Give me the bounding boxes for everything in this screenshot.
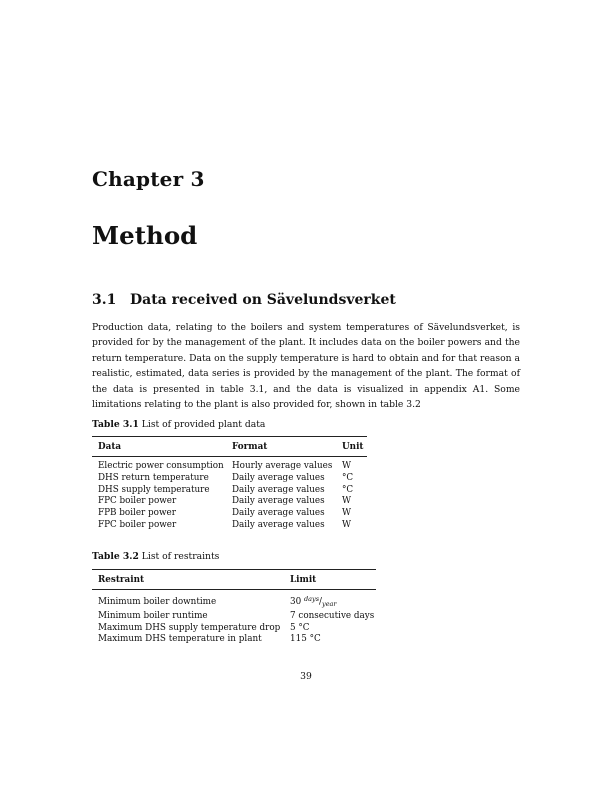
table-cell: Daily average values bbox=[232, 484, 325, 495]
table-cell: Maximum DHS supply temperature drop bbox=[98, 622, 281, 633]
table-row bbox=[92, 485, 367, 497]
table-cell: 115 °C bbox=[290, 634, 321, 645]
table-cell: W bbox=[342, 496, 352, 507]
table-cell: Minimum boiler runtime bbox=[98, 610, 208, 621]
table-cell: 30 $^{days}/_{year}$ bbox=[290, 595, 337, 608]
table-header-row bbox=[92, 437, 367, 457]
table-cell: Maximum DHS temperature in plant bbox=[98, 634, 262, 645]
column-header: Format bbox=[226, 437, 336, 457]
table-row bbox=[92, 634, 376, 646]
section-title: Data received on Sävelundsverket bbox=[130, 292, 396, 308]
table-cell: Minimum boiler downtime bbox=[98, 596, 217, 607]
table-row bbox=[92, 457, 367, 473]
plant-data-table bbox=[92, 436, 367, 532]
body-paragraph: Production data, relating to the boilers and system temperatures of Sävelundsverket, is provided for by the management of the plant. It includes data on the boiler powers and the return temperature. Data on the supply temperature is hard to obtain and for that reason a realistic, estimated, data series is provided by the management of the plant. The format of the data is presented in table 3.1, and the data is visualized in appendix A1. Some limitations relating to the plant is also provided for, shown in table 3.2 bbox=[92, 322, 520, 411]
table-caption bbox=[92, 551, 219, 562]
section-number: 3.1 bbox=[92, 292, 117, 308]
chapter-title: Method bbox=[92, 221, 198, 250]
table-row bbox=[92, 590, 376, 611]
table-caption bbox=[92, 419, 265, 430]
table-cell: DHS supply temperature bbox=[98, 484, 210, 495]
table-cell: W bbox=[342, 508, 352, 519]
column-header: Data bbox=[92, 437, 226, 457]
column-header: Unit bbox=[336, 437, 367, 457]
table-caption-label: Table 3.1 bbox=[92, 419, 139, 430]
chapter-label: Chapter 3 bbox=[92, 167, 205, 191]
table-cell: W bbox=[342, 519, 352, 530]
section-heading bbox=[92, 292, 396, 308]
table-row bbox=[92, 623, 376, 635]
table-caption-text: List of restraints bbox=[141, 551, 220, 562]
column-header: Limit bbox=[284, 570, 376, 590]
table-cell: °C bbox=[342, 484, 354, 495]
table-caption-text: List of provided plant data bbox=[141, 419, 266, 430]
table-cell: Daily average values bbox=[232, 508, 325, 519]
table-cell: DHS return temperature bbox=[98, 472, 209, 483]
table-cell: W bbox=[342, 461, 352, 471]
limit-value: 30 bbox=[290, 597, 302, 607]
table-cell: FPC boiler power bbox=[98, 496, 177, 507]
table-cell: Daily average values bbox=[232, 472, 325, 483]
restraints-table bbox=[92, 569, 376, 646]
table-row bbox=[92, 611, 376, 623]
page-number: 39 bbox=[300, 671, 312, 682]
table-cell: FPB boiler power bbox=[98, 508, 176, 519]
column-header: Restraint bbox=[92, 570, 284, 590]
table-cell: Daily average values bbox=[232, 519, 325, 530]
table-row bbox=[92, 473, 367, 485]
fraction-numerator: days bbox=[304, 595, 320, 603]
table-cell: °C bbox=[342, 472, 354, 483]
table-row bbox=[92, 508, 367, 520]
fraction-denominator: year bbox=[322, 600, 337, 608]
table-cell: 7 consecutive days bbox=[290, 610, 375, 621]
table-caption-label: Table 3.2 bbox=[92, 551, 139, 562]
table-row bbox=[92, 496, 367, 508]
table-cell: 5 °C bbox=[290, 622, 310, 633]
table-cell: Electric power consumption bbox=[98, 461, 224, 471]
table-cell: Hourly average values bbox=[232, 461, 333, 471]
table-row bbox=[92, 520, 367, 532]
table-cell: Daily average values bbox=[232, 496, 325, 507]
table-cell: FPC boiler power bbox=[98, 519, 177, 530]
table-header-row bbox=[92, 570, 376, 590]
